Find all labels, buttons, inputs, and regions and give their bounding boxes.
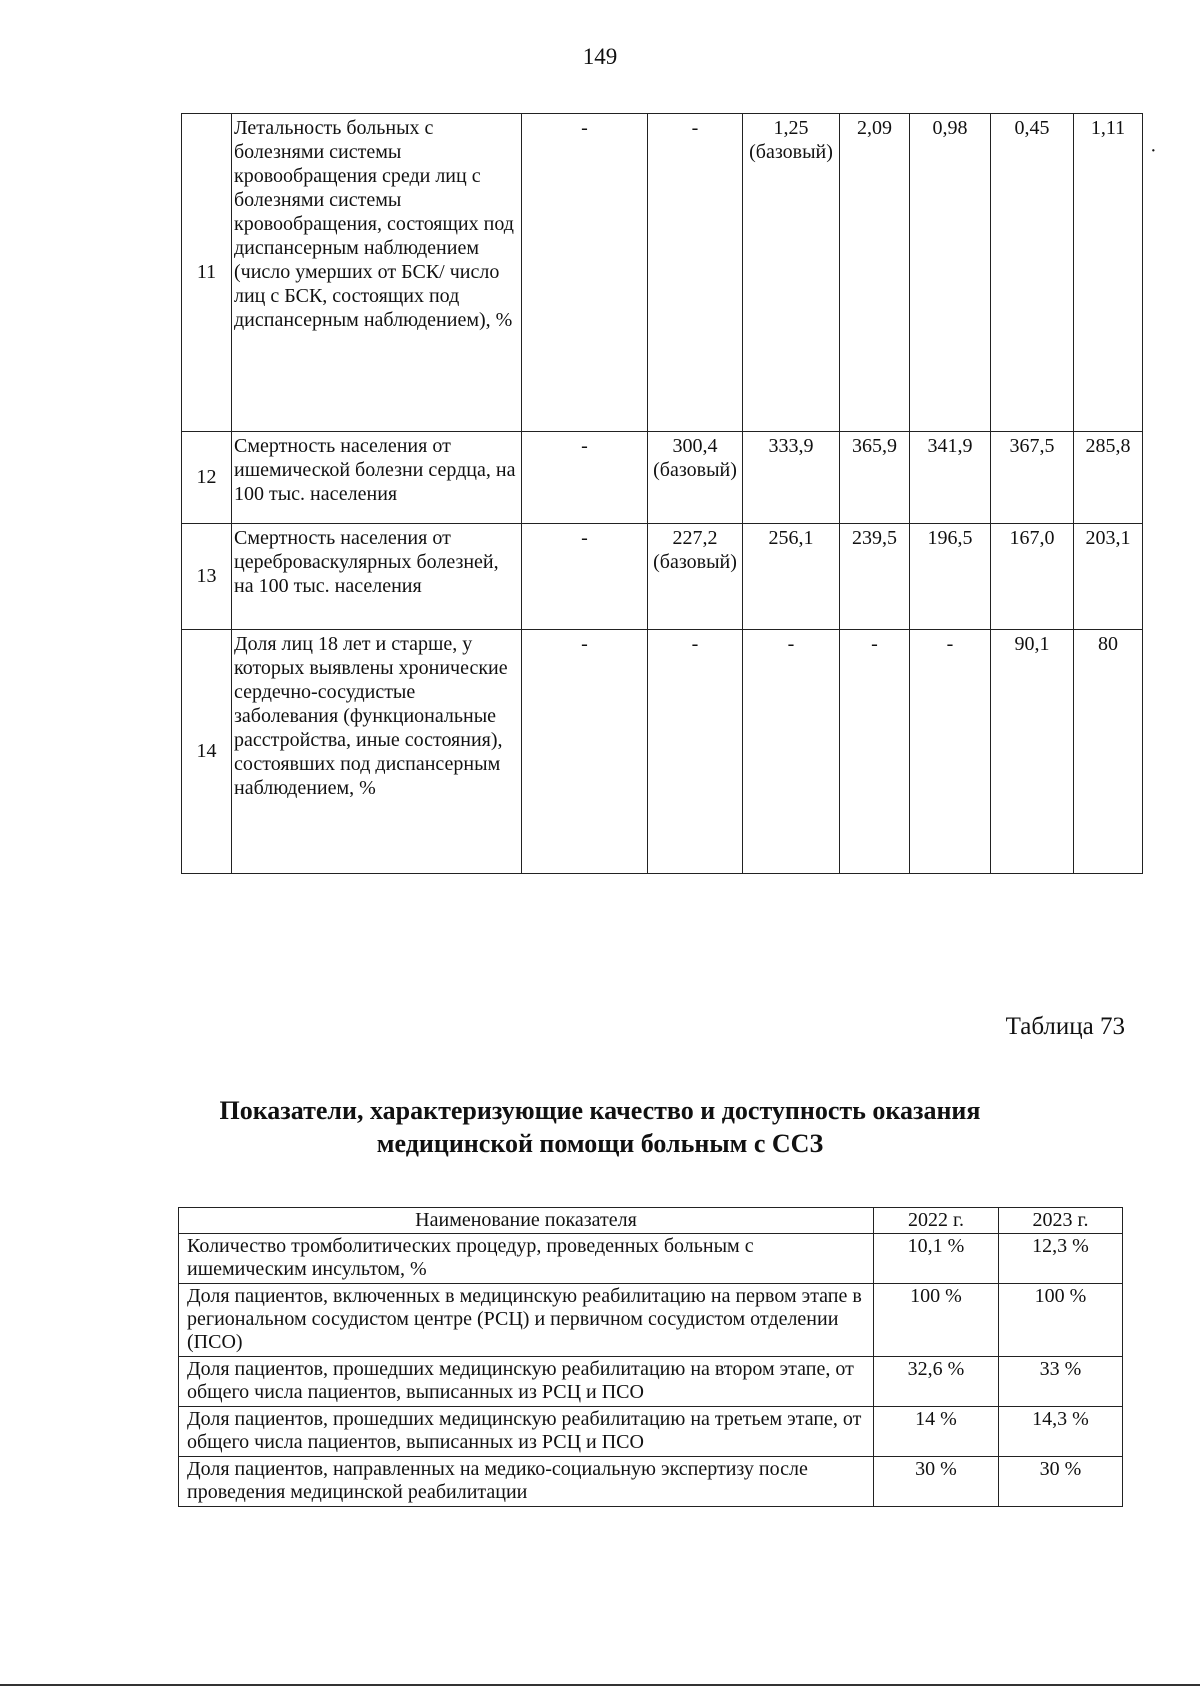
value-cell: 300,4 (базовый) <box>648 432 743 524</box>
row-number: 12 <box>182 432 232 524</box>
column-header: 2023 г. <box>999 1208 1123 1234</box>
row-number: 13 <box>182 524 232 630</box>
table-row <box>182 630 1143 874</box>
page-number: 149 <box>582 44 618 69</box>
value-cell: - <box>840 630 910 874</box>
row-number: 14 <box>182 630 232 874</box>
table-row <box>182 432 1143 524</box>
value-cell: 333,9 <box>743 432 840 524</box>
table-row <box>179 1457 1123 1507</box>
value-2022: 30 % <box>874 1457 999 1507</box>
value-cell: - <box>648 114 743 432</box>
indicator-name: Доля лиц 18 лет и старше, у которых выявлены хронические сердечно-сосудистые заболевания (функциональные расстройства, иные состояния), состоявших под диспансерным наблюдением, % <box>232 630 522 874</box>
value-cell: 203,1 <box>1074 524 1143 630</box>
value-cell: 367,5 <box>991 432 1074 524</box>
value-cell: 341,9 <box>910 432 991 524</box>
indicators-continuation-table <box>181 113 1143 874</box>
indicator-name: Количество тромболитических процедур, проведенных больным с ишемическим инсультом, % <box>179 1234 874 1284</box>
indicator-name: Доля пациентов, прошедших медицинскую реабилитацию на третьем этапе, от общего числа пациентов, выписанных из РСЦ и ПСО <box>179 1407 874 1457</box>
indicator-name: Доля пациентов, направленных на медико-социальную экспертизу после проведения медицинской реабилитации <box>179 1457 874 1507</box>
table-header-row <box>179 1208 1123 1234</box>
value-cell: - <box>743 630 840 874</box>
column-header: Наименование показателя <box>179 1208 874 1234</box>
value-2023: 12,3 % <box>999 1234 1123 1284</box>
table-row <box>179 1357 1123 1407</box>
value-cell: 1,25 (базовый) <box>743 114 840 432</box>
value-2022: 100 % <box>874 1284 999 1357</box>
indicator-name: Смертность населения от цереброваскулярных болезней, на 100 тыс. населения <box>232 524 522 630</box>
table-title-text: Показатели, характеризующие качество и доступность оказания медицинской помощи больным с ССЗ <box>219 1096 981 1158</box>
value-cell: 0,98 <box>910 114 991 432</box>
value-cell: 256,1 <box>743 524 840 630</box>
value-cell: 90,1 <box>991 630 1074 874</box>
table-row <box>179 1234 1123 1284</box>
indicator-name: Летальность больных с болезнями системы кровообращения среди лиц с болезнями системы кровообращения, состоящих под диспансерным наблюдением (число умерших от БСК/ число лиц с БСК, состоящих под диспансерным наблюдением), % <box>232 114 522 432</box>
row-number: 11 <box>182 114 232 432</box>
value-cell: 80 <box>1074 630 1143 874</box>
table-row <box>182 524 1143 630</box>
table-title <box>0 1094 1200 1160</box>
value-cell: 196,5 <box>910 524 991 630</box>
page-bottom-rule <box>0 1684 1200 1686</box>
value-cell: - <box>522 114 648 432</box>
value-cell: - <box>648 630 743 874</box>
quality-indicators-table <box>178 1207 1123 1507</box>
value-2023: 30 % <box>999 1457 1123 1507</box>
stray-mark: · <box>1150 140 1157 162</box>
value-cell: 365,9 <box>840 432 910 524</box>
value-cell: 0,45 <box>991 114 1074 432</box>
value-2023: 33 % <box>999 1357 1123 1407</box>
value-cell: 2,09 <box>840 114 910 432</box>
value-2022: 10,1 % <box>874 1234 999 1284</box>
value-cell: 239,5 <box>840 524 910 630</box>
indicator-name: Доля пациентов, включенных в медицинскую реабилитацию на первом этапе в региональном сосудистом центре (РСЦ) и первичном сосудистом отделении (ПСО) <box>179 1284 874 1357</box>
indicator-name: Смертность населения от ишемической болезни сердца, на 100 тыс. населения <box>232 432 522 524</box>
value-cell: - <box>910 630 991 874</box>
value-2023: 100 % <box>999 1284 1123 1357</box>
value-cell: - <box>522 630 648 874</box>
value-cell: - <box>522 432 648 524</box>
value-2022: 14 % <box>874 1407 999 1457</box>
table-row <box>179 1284 1123 1357</box>
value-2023: 14,3 % <box>999 1407 1123 1457</box>
column-header: 2022 г. <box>874 1208 999 1234</box>
value-cell: 285,8 <box>1074 432 1143 524</box>
value-cell: 227,2 (базовый) <box>648 524 743 630</box>
indicator-name: Доля пациентов, прошедших медицинскую реабилитацию на втором этапе, от общего числа пациентов, выписанных из РСЦ и ПСО <box>179 1357 874 1407</box>
value-cell: - <box>522 524 648 630</box>
table-caption: Таблица 73 <box>1005 1013 1125 1040</box>
table-row <box>179 1407 1123 1457</box>
value-cell: 167,0 <box>991 524 1074 630</box>
value-2022: 32,6 % <box>874 1357 999 1407</box>
table-row <box>182 114 1143 432</box>
value-cell: 1,11 <box>1074 114 1143 432</box>
